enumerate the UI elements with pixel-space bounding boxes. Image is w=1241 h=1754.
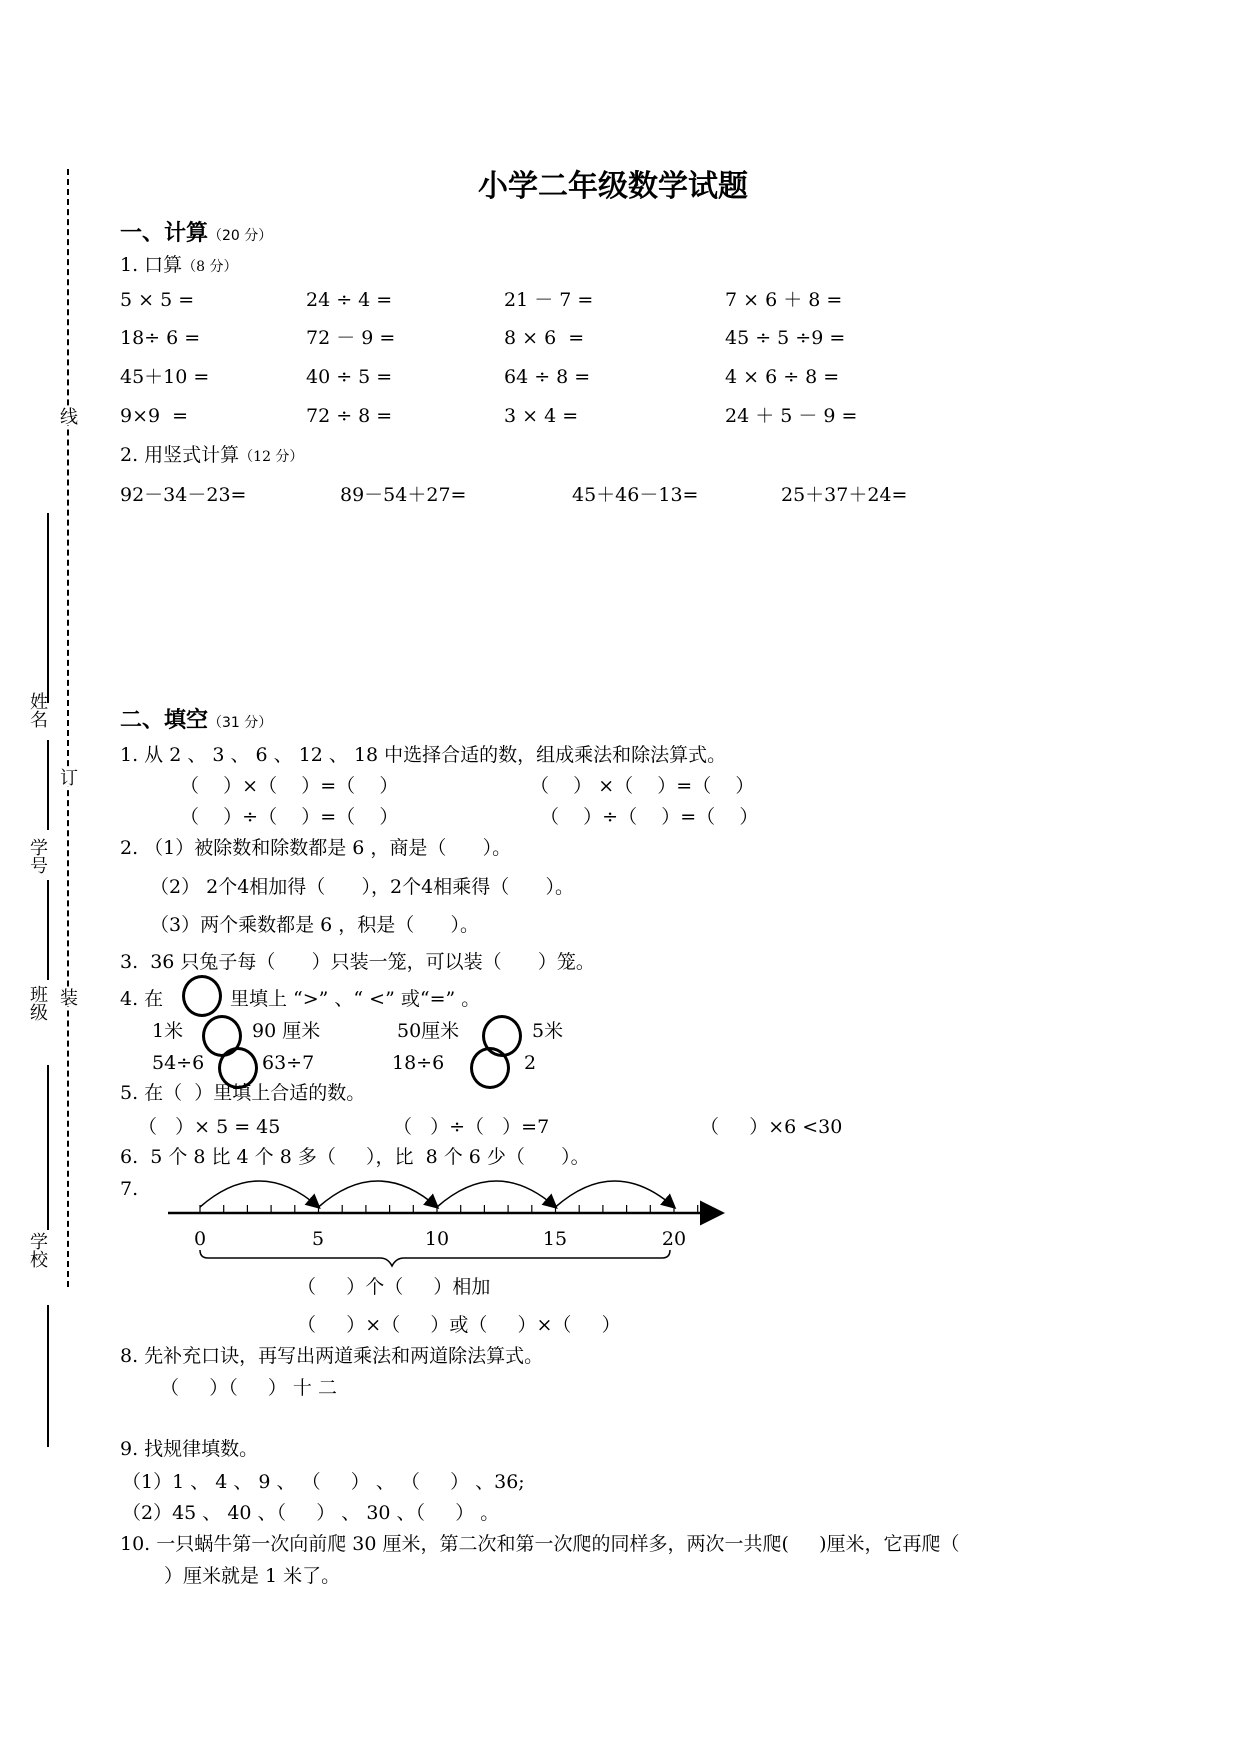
section-2-heading: 二、填空（31 分） bbox=[120, 708, 273, 733]
name-label: 姓名 bbox=[27, 692, 48, 728]
fill-q10: 10. 一只蜗牛第一次向前爬 30 厘米，第二次和第一次爬的同样多，两次一共爬( )厘米，它再爬（ bbox=[120, 1533, 960, 1555]
compare-right: 90 厘米 bbox=[252, 1020, 321, 1042]
fill-q5-c: （ ）×6 <30 bbox=[700, 1116, 843, 1138]
fill-q2-3: （3）两个乘数都是 6 ，积是（ ）。 bbox=[150, 914, 479, 936]
binding-label-zhuang: 装 bbox=[57, 988, 78, 1006]
compare-left: 1米 bbox=[152, 1020, 184, 1042]
binding-label-ding: 订 bbox=[57, 768, 78, 786]
fill-q2-1: 2. （1）被除数和除数都是 6 ，商是（ ）。 bbox=[120, 837, 512, 859]
binding-label-xian: 线 bbox=[57, 407, 78, 425]
fill-q1-blank: （ ）÷（ ）=（ ） bbox=[540, 806, 759, 828]
fill-q5-b: （ ）÷（ ）=7 bbox=[393, 1116, 550, 1138]
tick-label: 20 bbox=[661, 1228, 687, 1250]
jump-arc bbox=[437, 1181, 556, 1207]
fill-q1-blank: （ ） ×（ ）=（ ） bbox=[530, 775, 755, 797]
vertical-calc-item: 25＋37＋24= bbox=[781, 484, 908, 506]
calc-item: 21 － 7 = bbox=[504, 289, 594, 311]
calc-item: 7 × 6 ＋ 8 = bbox=[725, 289, 843, 311]
vertical-calc-item: 89－54＋27= bbox=[340, 484, 467, 506]
jump-arc bbox=[319, 1181, 438, 1207]
fill-q9: 9. 找规律填数。 bbox=[120, 1438, 259, 1460]
jump-arcs bbox=[200, 1181, 674, 1207]
class-label: 班级 bbox=[27, 985, 48, 1021]
calc-item: 8 × 6 = bbox=[504, 327, 585, 349]
fill-q2-2: （2） 2个4相加得（ ），2个4相乘得（ ）。 bbox=[150, 876, 574, 898]
fill-q6: 6. 5 个 8 比 4 个 8 多（ ），比 8 个 6 少（ ）。 bbox=[120, 1146, 590, 1168]
fill-q10-cont: ）厘米就是 1 米了。 bbox=[164, 1565, 341, 1587]
tick-label: 10 bbox=[424, 1228, 450, 1250]
school-label: 学校 bbox=[27, 1232, 48, 1268]
compare-right: 63÷7 bbox=[262, 1052, 315, 1074]
calc-item: 72 ÷ 8 = bbox=[306, 405, 393, 427]
vertical-calc-item: 45＋46－13= bbox=[572, 484, 699, 506]
page-title: 小学二年级数学试题 bbox=[478, 169, 748, 204]
calc-item: 64 ÷ 8 = bbox=[504, 366, 591, 388]
q2-label: 2. 用竖式计算（12 分） bbox=[120, 444, 304, 466]
compare-left: 18÷6 bbox=[392, 1052, 445, 1074]
compare-left: 54÷6 bbox=[152, 1052, 205, 1074]
calc-item: 45 ÷ 5 ÷9 = bbox=[725, 327, 846, 349]
tick-label: 0 bbox=[193, 1228, 207, 1250]
fill-q5: 5. 在（ ）里填上合适的数。 bbox=[120, 1082, 366, 1104]
vertical-calc-item: 92－34－23= bbox=[120, 484, 247, 506]
calc-item: 24 ＋ 5 － 9 = bbox=[725, 405, 858, 427]
calc-item: 18÷ 6 = bbox=[120, 327, 201, 349]
fill-q3: 3. 36 只兔子每（ ）只装一笼，可以装（ ）笼。 bbox=[120, 951, 595, 973]
fill-q8: 8. 先补充口诀，再写出两道乘法和两道除法算式。 bbox=[120, 1345, 544, 1367]
fill-q7-label: 7. bbox=[120, 1178, 139, 1200]
calc-item: 3 × 4 = bbox=[504, 405, 579, 427]
calc-item: 40 ÷ 5 = bbox=[306, 366, 393, 388]
calc-item: 45＋10 = bbox=[120, 366, 210, 388]
calc-item: 24 ÷ 4 = bbox=[306, 289, 393, 311]
student-number-label: 学号 bbox=[27, 838, 48, 874]
fill-q8-line: （ ）（ ） 十 二 bbox=[160, 1377, 337, 1399]
fill-q9-2: （2）45 、 40 、（ ） 、 30 、（ ） 。 bbox=[122, 1502, 500, 1524]
fill-q5-a: （ ）× 5 = 45 bbox=[138, 1116, 281, 1138]
section-1-heading: 一、计算（20 分） bbox=[120, 221, 273, 246]
fill-q9-1: （1）1 、 4 、 9 、 （ ） 、 （ ） 、36; bbox=[122, 1471, 525, 1493]
fill-q7-line1: （ ）个（ ）相加 bbox=[297, 1276, 491, 1298]
brace bbox=[200, 1250, 670, 1266]
fill-q4-text: 里填上 “>” 、“ <” 或“=” 。 bbox=[230, 988, 481, 1010]
calc-item: 4 × 6 ÷ 8 = bbox=[725, 366, 840, 388]
jump-arc bbox=[200, 1181, 319, 1207]
calc-item: 72 － 9 = bbox=[306, 327, 396, 349]
fill-q1: 1. 从 2 、 3 、 6 、 12 、 18 中选择合适的数，组成乘法和除法算式。 bbox=[120, 744, 727, 766]
calc-item: 5 × 5 = bbox=[120, 289, 195, 311]
tick-label: 15 bbox=[542, 1228, 568, 1250]
compare-right: 2 bbox=[524, 1052, 537, 1074]
fill-q1-blank: （ ）×（ ）=（ ） bbox=[180, 775, 399, 797]
tick-label: 5 bbox=[311, 1228, 325, 1250]
fill-q1-blank: （ ）÷（ ）=（ ） bbox=[180, 806, 399, 828]
fill-q7-line2: （ ）×（ ）或（ ）×（ ） bbox=[297, 1314, 621, 1336]
compare-right: 5米 bbox=[532, 1020, 564, 1042]
fill-q4-text: 4. 在 bbox=[120, 988, 164, 1010]
jump-arc bbox=[556, 1181, 675, 1207]
compare-left: 50厘米 bbox=[397, 1020, 460, 1042]
q1-label: 1. 口算（8 分） bbox=[120, 254, 238, 276]
calc-item: 9×9 = bbox=[120, 405, 189, 427]
